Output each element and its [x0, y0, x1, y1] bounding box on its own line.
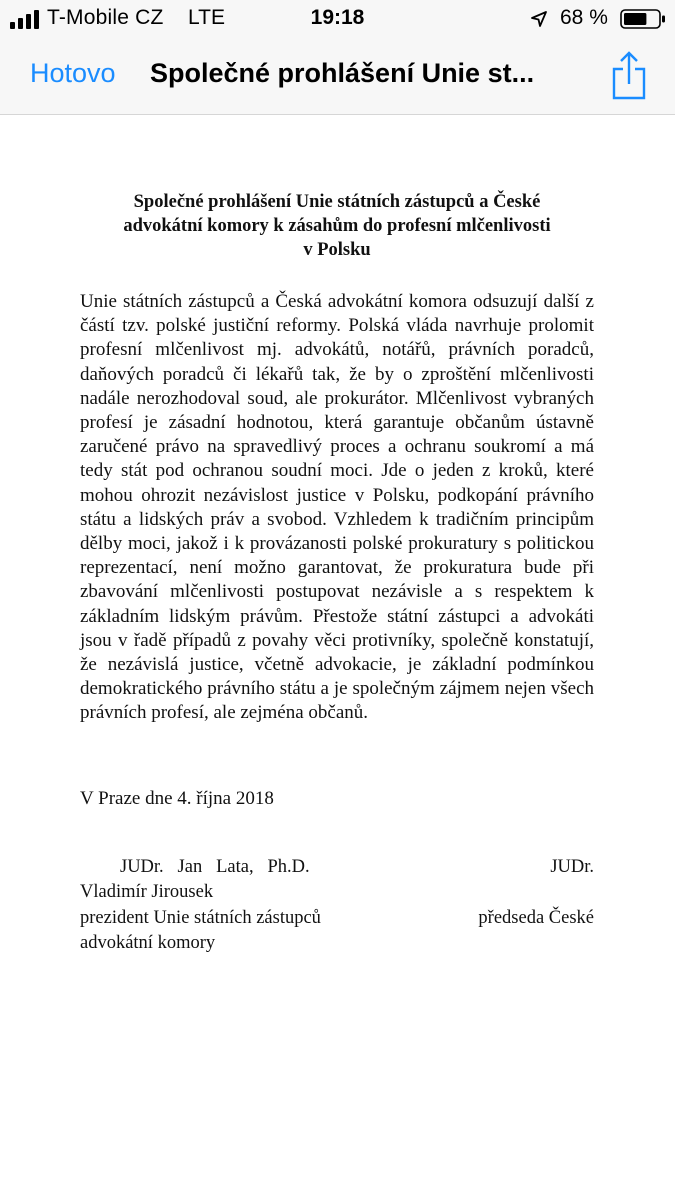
network-type: LTE	[188, 6, 225, 29]
heading-line: advokátní komory k zásahům do profesní mlčenlivosti	[123, 216, 551, 236]
signatory-name-left: JUDr. Jan Lata, Ph.D.	[120, 856, 310, 877]
signature-row	[80, 855, 594, 881]
signature-row	[80, 906, 594, 932]
signatory-role-right-continued: advokátní komory	[80, 933, 216, 954]
navigation-bar	[0, 40, 675, 115]
signatory-role-left: prezident Unie státních zástupců	[80, 907, 321, 928]
location-arrow-icon	[530, 10, 548, 28]
statement-heading	[80, 190, 594, 262]
carrier-name: T-Mobile CZ	[47, 6, 164, 29]
signatory-name-right: JUDr.	[550, 856, 594, 877]
signatory-name-right-continued: Vladimír Jirousek	[80, 882, 214, 903]
document-title: Společné prohlášení Unie st...	[150, 58, 535, 88]
battery-percent: 68 %	[560, 6, 608, 29]
status-bar	[0, 0, 675, 40]
statement-body: Unie státních zástupců a Česká advokátní komora odsuzují další z částí tzv. polské justiční reformy. Polská vláda navrhuje prolomit profesní mlčenlivost mj. advokátů, notářů, právních poradců, daňových poradců či lékařů tak, že by o zproštění mlčenlivosti nadále nerozhodoval soud, ale prokurátor. Mlčenlivost vybraných profesí je zásadní hodnotou, která garantuje občanům ústavně zaručené právo na spravedlivý proces a ochranu soukromí a má tedy stát pod ochranou soudní moci. Jde o jeden z kroků, které mohou ohrozit nezávislost justice v Polsku, podkopání právního státu a lidských práv a svobod. Vzhledem k tradičním principům dělby moci, jakož i k provázanosti polské prokuratury s politickou reprezentací, není možno garantovat, že prokuratura bude při zbavování mlčenlivosti postupovat nezávisle a s respektem k základním lidským právům. Přestože státní zástupci a advokáti jsou v řadě případů z povahy věci protivníky, společně konstatují, že nezávislá justice, včetně advokacie, je základní podmínkou demokratického právního státu a je společným zájmem nejen všech právních profesí, ale zejména občanů.	[80, 291, 594, 724]
battery-icon	[620, 9, 666, 29]
done-button[interactable]: Hotovo	[30, 58, 116, 88]
signatory-role-right: předseda České	[478, 907, 594, 928]
heading-line: v Polsku	[303, 240, 371, 260]
signature-block	[80, 855, 594, 957]
clock: 19:18	[310, 6, 365, 29]
heading-line: Společné prohlášení Unie státních zástupců a České	[133, 192, 541, 212]
document-page	[80, 190, 594, 957]
share-icon[interactable]	[610, 50, 648, 100]
statement-date: V Praze dne 4. října 2018	[80, 787, 274, 809]
